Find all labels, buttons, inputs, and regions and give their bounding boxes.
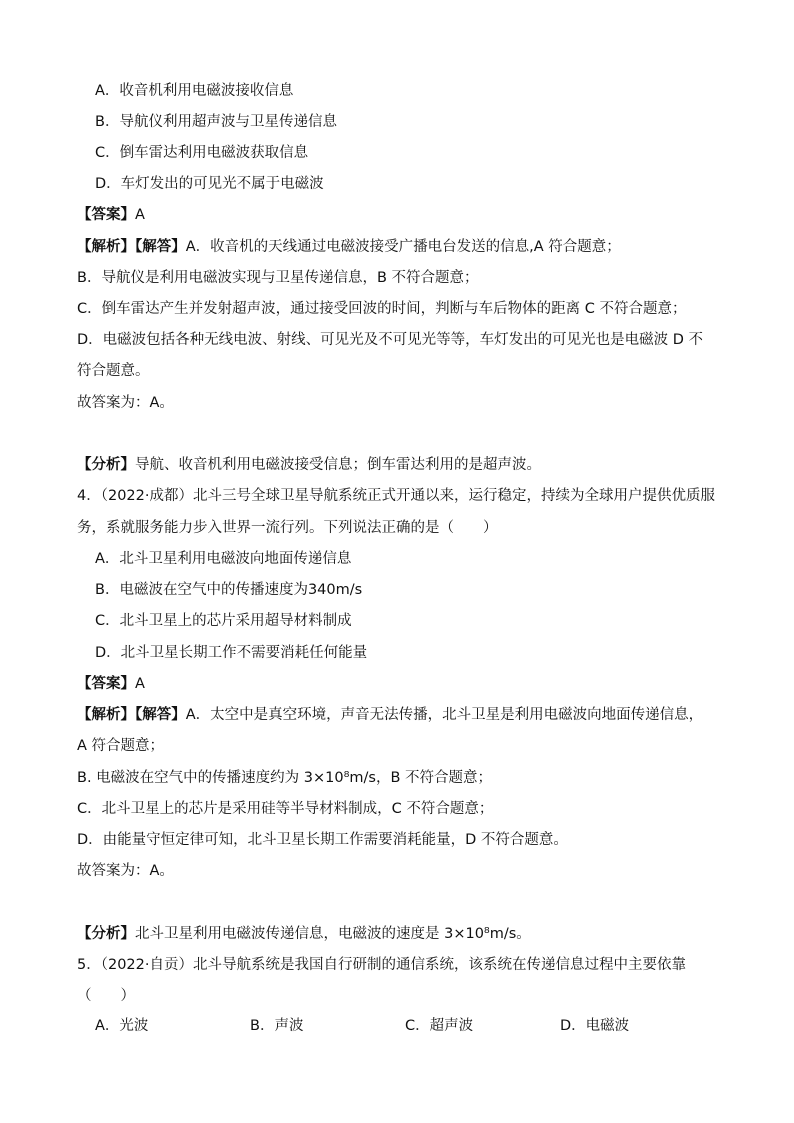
q5-stem-line-2: （ ） (77, 988, 135, 1004)
q3-summary (77, 455, 541, 475)
summary-tag: 【分析】 (77, 926, 135, 942)
q4-option-d: D．北斗卫星长期工作不需要消耗任何能量 (95, 645, 368, 661)
q4-analysis-line-5: D．由能量守恒定律可知，北斗卫星长期工作需要消耗能量，D 不符合题意。 (77, 832, 568, 848)
q5-stem-line-1: 5．（2022·自贡）北斗导航系统是我国自行研制的通信系统，该系统在传递信息过程中主要依靠 (77, 957, 686, 973)
q4-stem-line-2: 务，系就服务能力步入世界一流行列。下列说法正确的是（ ） (77, 520, 498, 536)
q5-option-b: B．声波 (250, 1018, 304, 1034)
q5-option-a: A．光波 (95, 1018, 149, 1034)
q3-conclusion: 故答案为：A。 (77, 395, 174, 411)
answer-value: A (135, 676, 145, 692)
q4-option-c: C．北斗卫星上的芯片采用超导材料制成 (95, 613, 352, 629)
q5-option-c: C．超声波 (405, 1018, 474, 1034)
summary-text: 北斗卫星利用电磁波传递信息，电磁波的速度是 3×10⁸m/s。 (135, 926, 531, 942)
q3-analysis-line-2: B．导航仪是利用电磁波实现与卫星传递信息，B 不符合题意； (77, 270, 479, 286)
q4-stem-line-1: 4．（2022·成都）北斗三号全球卫星导航系统正式开通以来，运行稳定，持续为全球用户提供优质服 (77, 488, 715, 504)
q4-option-b: B．电磁波在空气中的传播速度为340m/s (95, 582, 363, 598)
q5-option-d: D．电磁波 (560, 1018, 630, 1034)
q4-conclusion: 故答案为：A。 (77, 863, 174, 879)
summary-text: 导航、收音机利用电磁波接受信息；倒车雷达利用的是超声波。 (135, 457, 541, 473)
q3-analysis-line-4: D．电磁波包括各种无线电波、射线、可见光及不可见光等等，车灯发出的可见光也是电磁波 D 不 (77, 332, 704, 348)
answer-tag: 【答案】 (77, 207, 135, 223)
q3-option-a: A．收音机利用电磁波接收信息 (95, 83, 294, 99)
answer-value: A (135, 207, 145, 223)
summary-tag: 【分析】 (77, 457, 135, 473)
analysis-text: A．太空中是真空环境，声音无法传播，北斗卫星是利用电磁波向地面传递信息， (185, 707, 704, 723)
q4-summary (77, 924, 531, 944)
analysis-tag: 【解析】【解答】 (77, 239, 186, 255)
q3-analysis-line-1 (77, 237, 621, 257)
q3-analysis-line-5: 符合题意。 (77, 363, 150, 379)
q4-analysis-line-3: B. 电磁波在空气中的传播速度约为 3×10⁸m/s，B 不符合题意； (77, 770, 493, 786)
q3-option-b: B．导航仪利用超声波与卫星传递信息 (95, 114, 337, 130)
q4-analysis-line-1 (77, 705, 703, 725)
q4-option-a: A．北斗卫星利用电磁波向地面传递信息 (95, 551, 352, 567)
q4-analysis-line-2: A 符合题意； (77, 738, 165, 754)
analysis-tag: 【解析】【解答】 (77, 707, 186, 723)
q3-option-d: D．车灯发出的可见光不属于电磁波 (95, 176, 324, 192)
analysis-text: A．收音机的天线通过电磁波接受广播电台发送的信息,A 符合题意； (185, 239, 621, 255)
q3-option-c: C．倒车雷达利用电磁波获取信息 (95, 145, 309, 161)
q3-answer (77, 205, 145, 225)
q3-analysis-line-3: C．倒车雷达产生并发射超声波，通过接受回波的时间，判断与车后物体的距离 C 不符合题意； (77, 301, 687, 317)
q4-answer (77, 674, 145, 694)
answer-tag: 【答案】 (77, 676, 135, 692)
q4-analysis-line-4: C．北斗卫星上的芯片是采用硅等半导材料制成，C 不符合题意； (77, 801, 494, 817)
